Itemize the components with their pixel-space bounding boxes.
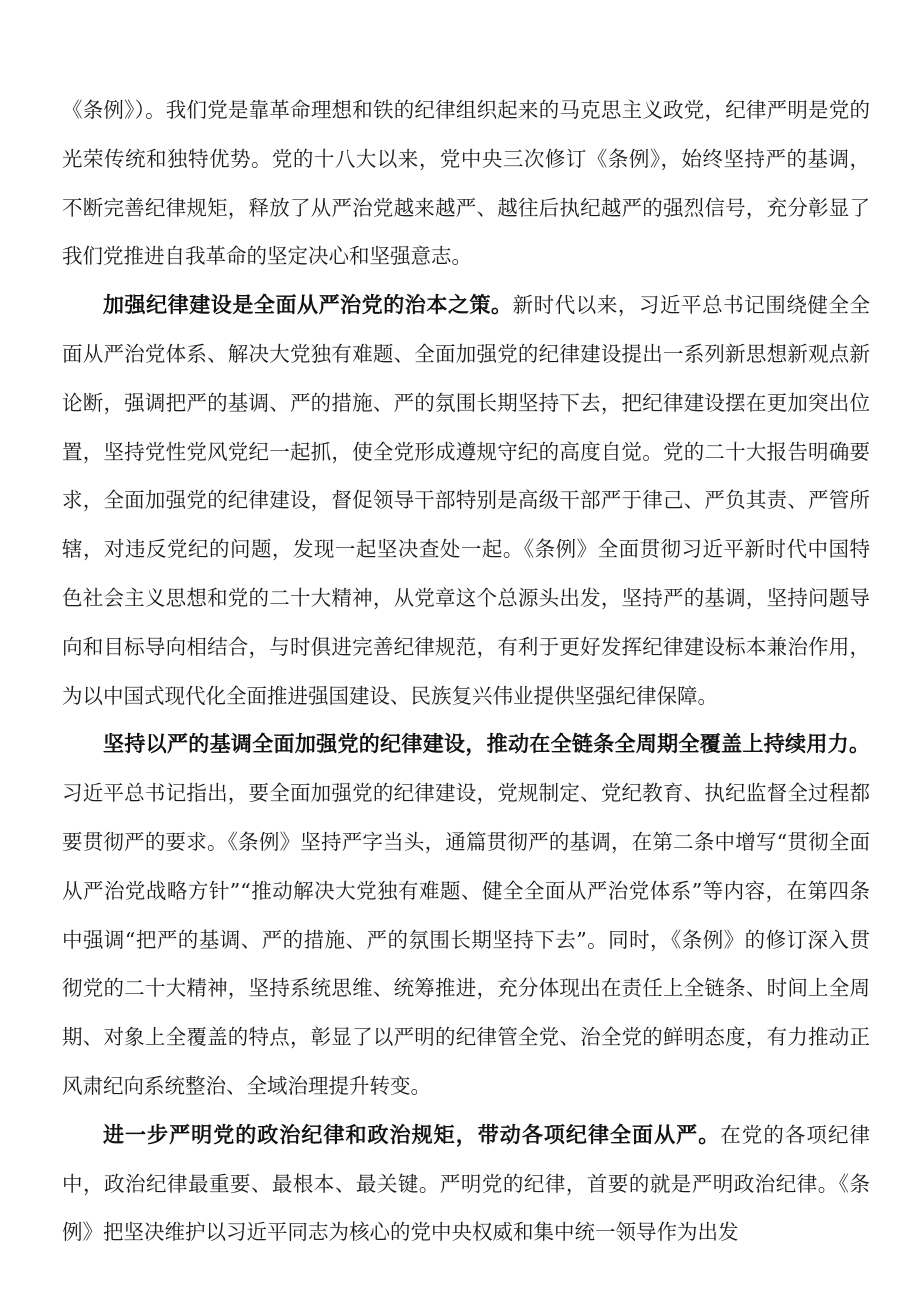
paragraph-1: [62, 86, 870, 281]
paragraph-4-lead: 进一步严明党的政治纪律和政治规矩，带动各项纪律全面从严。: [103, 1122, 721, 1147]
paragraph-2-body: 新时代以来，习近平总书记围绕健全全面从严治党体系、解决大党独有难题、全面加强党的纪律建设提出一系列新思想新观点新论断，强调把严的基调、严的措施、严的氛围长期坚持下去，把纪律建设摆在更加突出位置，坚持党性党风党纪一起抓，使全党形成遵规守纪的高度自觉。党的二十大报告明确要求，全面加强党的纪律建设，督促领导干部特别是高级干部严于律己、严负其责、严管所辖，对违反党纪的问题，发现一起坚决查处一起。《条例》全面贯彻习近平新时代中国特色社会主义思想和党的二十大精神，从党章这个总源头出发，坚持严的基调，坚持问题导向和目标导向相结合，与时俱进完善纪律规范，有利于更好发挥纪律建设标本兼治作用，为以中国式现代化全面推进强国建设、民族复兴伟业提供坚强纪律保障。: [62, 293, 871, 708]
paragraph-3-lead: 坚持以严的基调全面加强党的纪律建设，推动在全链条全周期全覆盖上持续用力。: [103, 732, 870, 757]
paragraph-4-body: 在党的各项纪律中，政治纪律最重要、最根本、最关键。严明党的纪律，首要的就是严明政治纪律。《条例》把坚决维护以习近平同志为核心的党中央权威和集中统一领导作为出发: [62, 1122, 870, 1245]
paragraph-3: [62, 720, 870, 1110]
paragraph-2: [62, 281, 870, 720]
paragraph-4: [62, 1111, 870, 1257]
paragraph-3-body: 习近平总书记指出，要全面加强党的纪律建设，党规制定、党纪教育、执纪监督全过程都要贯彻严的要求。《条例》坚持严字当头，通篇贯彻严的基调，在第二条中增写“贯彻全面从严治党战略方针”“推动解决大党独有难题、健全全面从严治党体系”等内容，在第四条中强调“把严的基调、严的措施、严的氛围长期坚持下去”。同时，《条例》的修订深入贯彻党的二十大精神，坚持系统思维、统筹推进，充分体现出在责任上全链条、时间上全周期、对象上全覆盖的特点，彰显了以严明的纪律管全党、治全党的鲜明态度，有力推动正风肃纪向系统整治、全域治理提升转变。: [62, 781, 870, 1098]
paragraph-2-lead: 加强纪律建设是全面从严治党的治本之策。: [103, 293, 513, 318]
paragraph-1-body: 《条例》）。我们党是靠革命理想和铁的纪律组织起来的马克思主义政党，纪律严明是党的光荣传统和独特优势。党的十八大以来，党中央三次修订《条例》，始终坚持严的基调，不断完善纪律规矩，释放了从严治党越来越严、越往后执纪越严的强烈信号，充分彰显了我们党推进自我革命的坚定决心和坚强意志。: [62, 98, 870, 269]
document-page: [62, 86, 870, 1257]
